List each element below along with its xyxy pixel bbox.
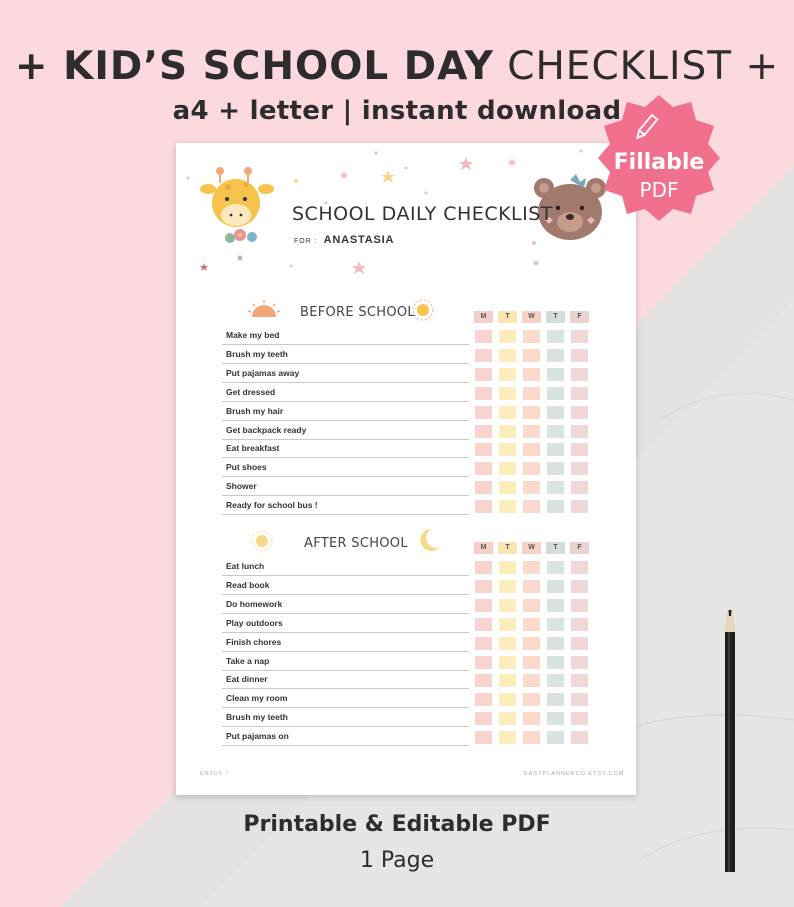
sun-icon <box>250 529 274 553</box>
after-school-title: AFTER SCHOOL <box>304 536 408 551</box>
checkbox-cell[interactable] <box>547 618 564 631</box>
checkbox-cell[interactable] <box>475 731 492 744</box>
checkbox-cell[interactable] <box>523 425 540 438</box>
checkbox-cell[interactable] <box>499 443 516 456</box>
moon-icon <box>416 527 442 553</box>
checkbox-cell[interactable] <box>571 731 588 744</box>
checkbox-cell[interactable] <box>523 349 540 362</box>
checkbox-cell[interactable] <box>523 693 540 706</box>
checkbox-cell[interactable] <box>571 599 588 612</box>
banner-title-light: CHECKLIST + <box>507 44 780 89</box>
checkbox-cell[interactable] <box>523 599 540 612</box>
giraffe-icon <box>200 165 280 250</box>
banner-title <box>0 44 794 89</box>
checkbox-cell[interactable] <box>475 500 492 513</box>
checkbox-cell[interactable] <box>523 368 540 381</box>
task-row[interactable]: Clean my room <box>222 690 469 708</box>
task-row[interactable]: Shower <box>222 478 469 496</box>
checkbox-cell[interactable] <box>547 500 564 513</box>
checkbox-cell[interactable] <box>475 637 492 650</box>
checkbox-cell[interactable] <box>523 500 540 513</box>
checkbox-cell[interactable] <box>523 462 540 475</box>
checkbox-cell[interactable] <box>547 731 564 744</box>
star-icon <box>340 171 348 179</box>
day-header-after: T <box>546 542 565 554</box>
checkbox-cell[interactable] <box>499 349 516 362</box>
before-school-title: BEFORE SCHOOL <box>300 305 415 320</box>
checkbox-cell[interactable] <box>499 561 516 574</box>
checkbox-cell[interactable] <box>523 580 540 593</box>
checkbox-cell[interactable] <box>547 693 564 706</box>
checkbox-cell[interactable] <box>523 443 540 456</box>
checkbox-cell[interactable] <box>523 637 540 650</box>
task-row[interactable]: Read book <box>222 577 469 595</box>
checkbox-cell[interactable] <box>571 368 588 381</box>
task-row[interactable]: Brush my teeth <box>222 346 469 364</box>
task-row[interactable]: Ready for school bus ! <box>222 497 469 515</box>
checkbox-cell[interactable] <box>571 712 588 725</box>
checkbox-cell[interactable] <box>475 481 492 494</box>
checkbox-cell[interactable] <box>571 330 588 343</box>
checkbox-cell[interactable] <box>499 712 516 725</box>
star-icon <box>459 157 473 170</box>
checkbox-cell[interactable] <box>475 425 492 438</box>
checkbox-cell[interactable] <box>499 387 516 400</box>
checkbox-cell[interactable] <box>547 462 564 475</box>
task-row[interactable]: Finish chores <box>222 634 469 652</box>
checkbox-cell[interactable] <box>523 481 540 494</box>
banner-title-bold: + KID’S SCHOOL DAY <box>14 44 494 89</box>
checkbox-cell[interactable] <box>475 349 492 362</box>
task-row[interactable]: Put pajamas away <box>222 365 469 383</box>
checkbox-cell[interactable] <box>523 406 540 419</box>
checkbox-cell[interactable] <box>571 500 588 513</box>
badge-line1: Fillable <box>613 150 705 175</box>
checkbox-cell[interactable] <box>547 387 564 400</box>
for-line <box>294 234 394 246</box>
checkbox-cell[interactable] <box>571 693 588 706</box>
day-header-before: W <box>522 311 541 323</box>
task-row[interactable]: Make my bed <box>222 327 469 345</box>
checkbox-cell[interactable] <box>547 368 564 381</box>
checkbox-cell[interactable] <box>499 656 516 669</box>
day-header-after: W <box>522 542 541 554</box>
checkbox-cell[interactable] <box>475 462 492 475</box>
checkbox-cell[interactable] <box>523 674 540 687</box>
footer-right: EASYPLANNERCO.ETSY.COM <box>524 771 625 777</box>
pencil-icon <box>715 610 745 880</box>
checkbox-cell[interactable] <box>475 561 492 574</box>
star-icon <box>352 261 366 274</box>
checkbox-cell[interactable] <box>499 330 516 343</box>
task-row[interactable]: Take a nap <box>222 653 469 671</box>
checkbox-cell[interactable] <box>499 368 516 381</box>
checkbox-cell[interactable] <box>571 349 588 362</box>
day-header-after: T <box>498 542 517 554</box>
checkbox-cell[interactable] <box>499 731 516 744</box>
star-icon <box>200 263 208 271</box>
checkbox-cell[interactable] <box>547 481 564 494</box>
for-label: FOR : <box>294 238 318 245</box>
day-header-before: T <box>498 311 517 323</box>
checkbox-cell[interactable] <box>547 712 564 725</box>
checkbox-cell[interactable] <box>571 462 588 475</box>
checkbox-cell[interactable] <box>499 406 516 419</box>
checkbox-cell[interactable] <box>475 330 492 343</box>
checkbox-cell[interactable] <box>475 443 492 456</box>
checkbox-cell[interactable] <box>499 599 516 612</box>
day-header-after: F <box>570 542 589 554</box>
badge-line2: PDF <box>639 178 679 202</box>
checkbox-cell[interactable] <box>571 406 588 419</box>
footer-left: ENJOY ! <box>200 771 229 777</box>
checkbox-cell[interactable] <box>571 443 588 456</box>
checkbox-cell[interactable] <box>499 637 516 650</box>
task-row[interactable]: Eat lunch <box>222 558 469 576</box>
checkbox-cell[interactable] <box>523 656 540 669</box>
checkbox-cell[interactable] <box>523 387 540 400</box>
caption-line2: 1 Page <box>359 848 435 873</box>
task-row[interactable]: Brush my teeth <box>222 709 469 727</box>
task-row[interactable]: Eat dinner <box>222 671 469 689</box>
checkbox-cell[interactable] <box>499 580 516 593</box>
checkbox-cell[interactable] <box>571 580 588 593</box>
checkbox-cell[interactable] <box>547 637 564 650</box>
task-row[interactable]: Play outdoors <box>222 615 469 633</box>
checkbox-cell[interactable] <box>499 618 516 631</box>
caption-line1: Printable & Editable PDF <box>243 812 551 837</box>
child-name-field[interactable]: ANASTASIA <box>323 234 395 246</box>
task-row[interactable]: Put pajamas on <box>222 728 469 746</box>
checkbox-cell[interactable] <box>475 712 492 725</box>
checkbox-cell[interactable] <box>547 330 564 343</box>
checkbox-cell[interactable] <box>523 330 540 343</box>
checkbox-cell[interactable] <box>547 580 564 593</box>
checkbox-cell[interactable] <box>547 443 564 456</box>
checkbox-cell[interactable] <box>499 462 516 475</box>
checkbox-cell[interactable] <box>547 425 564 438</box>
checkbox-cell[interactable] <box>523 731 540 744</box>
checkbox-cell[interactable] <box>547 674 564 687</box>
day-header-before: M <box>474 311 493 323</box>
checkbox-cell[interactable] <box>571 637 588 650</box>
checkbox-cell[interactable] <box>571 387 588 400</box>
checkbox-cell[interactable] <box>547 656 564 669</box>
document-title: SCHOOL DAILY CHECKLIST <box>292 203 553 225</box>
star-icon <box>381 170 395 183</box>
day-header-before: T <box>546 311 565 323</box>
checkbox-cell[interactable] <box>475 368 492 381</box>
checkbox-cell[interactable] <box>571 674 588 687</box>
banner-subtitle: a4 + letter | instant download <box>172 96 622 126</box>
task-row[interactable]: Get dressed <box>222 384 469 402</box>
task-row[interactable]: Get backpack ready <box>222 422 469 440</box>
checkbox-cell[interactable] <box>523 712 540 725</box>
checkbox-cell[interactable] <box>499 425 516 438</box>
task-row[interactable]: Do homework <box>222 596 469 614</box>
checkbox-cell[interactable] <box>475 406 492 419</box>
checkbox-cell[interactable] <box>547 599 564 612</box>
checkbox-cell[interactable] <box>571 618 588 631</box>
day-header-before: F <box>570 311 589 323</box>
checkbox-cell[interactable] <box>499 500 516 513</box>
task-row[interactable]: Brush my hair <box>222 403 469 421</box>
task-row[interactable]: Put shoes <box>222 459 469 477</box>
checkbox-cell[interactable] <box>475 693 492 706</box>
task-row[interactable]: Eat breakfast <box>222 440 469 458</box>
checkbox-cell[interactable] <box>475 387 492 400</box>
checkbox-cell[interactable] <box>499 481 516 494</box>
checkbox-cell[interactable] <box>571 425 588 438</box>
checkbox-cell[interactable] <box>571 481 588 494</box>
checkbox-cell[interactable] <box>523 561 540 574</box>
day-header-after: M <box>474 542 493 554</box>
checkbox-cell[interactable] <box>475 618 492 631</box>
checkbox-cell[interactable] <box>547 349 564 362</box>
checkbox-cell[interactable] <box>571 656 588 669</box>
sunrise-icon <box>247 299 281 319</box>
checkbox-cell[interactable] <box>547 561 564 574</box>
checkbox-cell[interactable] <box>547 406 564 419</box>
checkbox-cell[interactable] <box>475 674 492 687</box>
checkbox-cell[interactable] <box>523 618 540 631</box>
checkbox-cell[interactable] <box>475 656 492 669</box>
checkbox-cell[interactable] <box>475 599 492 612</box>
checkbox-cell[interactable] <box>499 693 516 706</box>
checkbox-cell[interactable] <box>475 580 492 593</box>
checkbox-cell[interactable] <box>499 674 516 687</box>
checkbox-cell[interactable] <box>571 561 588 574</box>
star-icon <box>508 158 516 166</box>
